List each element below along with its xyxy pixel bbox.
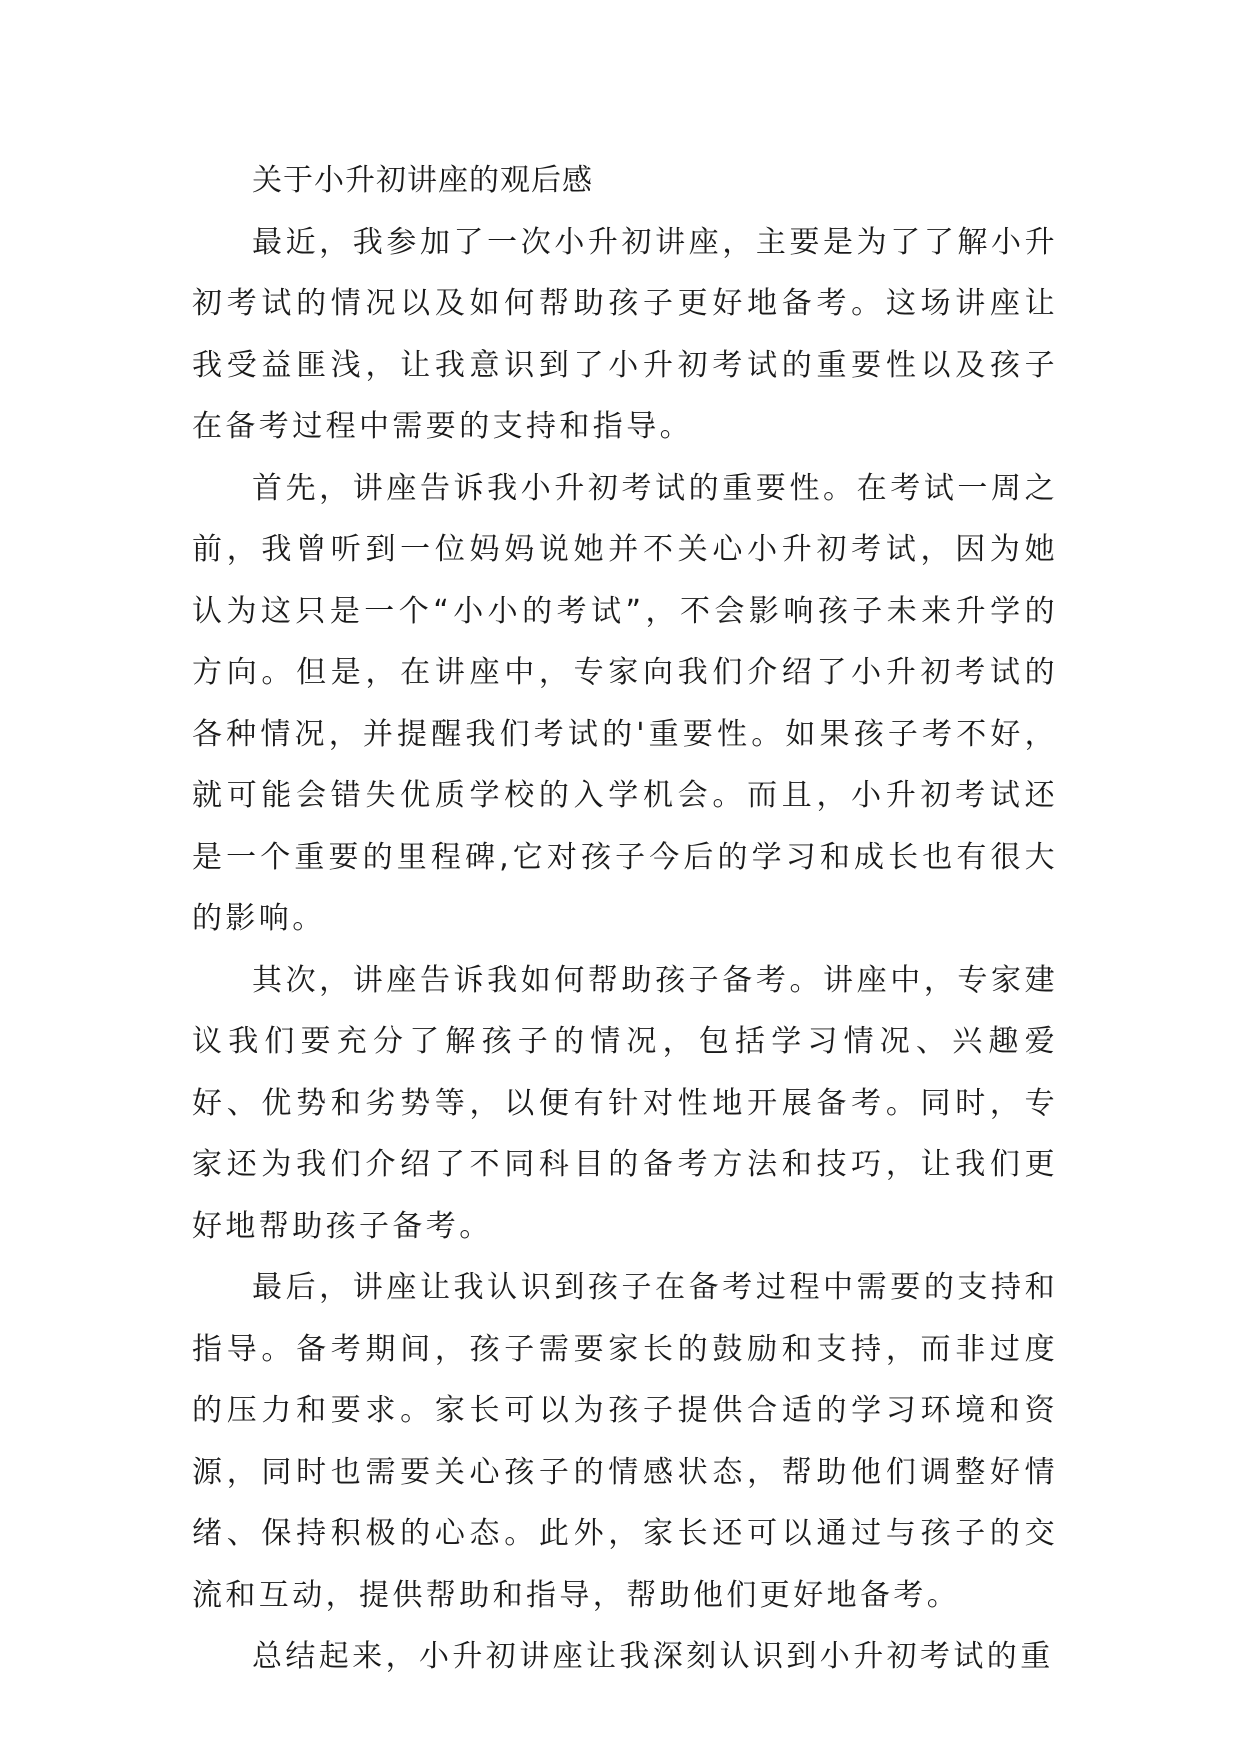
paragraph-1: 最近，我参加了一次小升初讲座，主要是为了了解小升初考试的情况以及如何帮助孩子更好地备考。这场讲座让我受益匪浅，让我意识到了小升初考试的重要性以及孩子在备考过程中需要的支持和指导。 (192, 224, 1058, 444)
document-title: 关于小升初讲座的观后感 (252, 163, 593, 198)
paragraph-3: 其次，讲座告诉我如何帮助孩子备考。讲座中，专家建议我们要充分了解孩子的情况，包括学习情况、兴趣爱好、优势和劣势等，以便有针对性地开展备考。同时，专家还为我们介绍了不同科目的备考方法和技巧，让我们更好地帮助孩子备考。 (192, 962, 1058, 1244)
paragraph-2: 首先，讲座告诉我小升初考试的重要性。在考试一周之前，我曾听到一位妈妈说她并不关心小升初考试，因为她认为这只是一个“小小的考试”，不会影响孩子未来升学的方向。但是，在讲座中，专家向我们介绍了小升初考试的各种情况，并提醒我们考试的'重要性。如果孩子考不好，就可能会错失优质学校的入学机会。而且，小升初考试还是一个重要的里程碑,它对孩子今后的学习和成长也有很大的影响。 (192, 470, 1058, 936)
document-body (192, 150, 1058, 1688)
paragraph-4: 最后，讲座让我认识到孩子在备考过程中需要的支持和指导。备考期间，孩子需要家长的鼓励和支持，而非过度的压力和要求。家长可以为孩子提供合适的学习环境和资源，同时也需要关心孩子的情感状态，帮助他们调整好情绪、保持积极的心态。此外，家长还可以通过与孩子的交流和互动，提供帮助和指导，帮助他们更好地备考。 (192, 1270, 1058, 1613)
paragraph-5: 总结起来，小升初讲座让我深刻认识到小升初考试的重 (252, 1639, 1054, 1674)
